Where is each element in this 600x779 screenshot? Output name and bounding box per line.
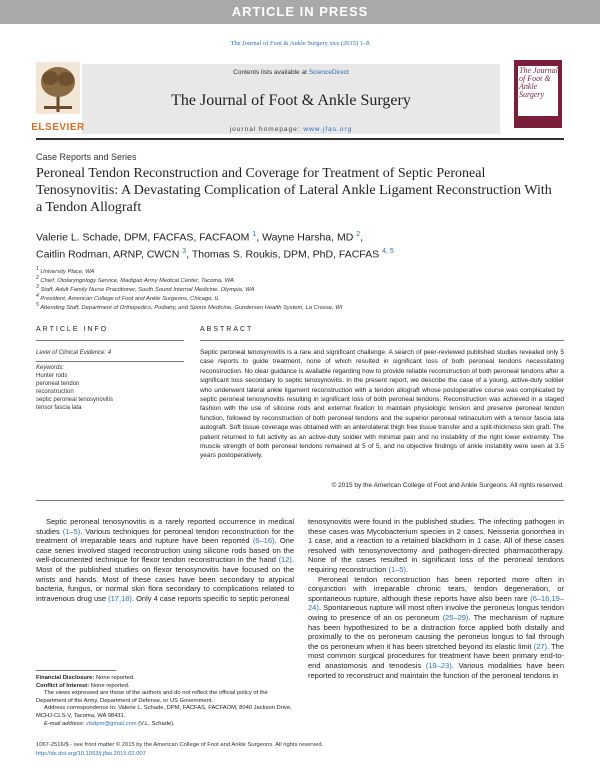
citation-link[interactable]: (19–23) <box>425 660 452 670</box>
journal-cover-title: The Journal of Foot & Ankle Surgery <box>519 66 558 99</box>
article-title: Peroneal Tendon Reconstruction and Coverage for Treatment of Septic Peroneal Tenosynovitis: A Devastating Complication of Lateral Ankle Ligament Reconstruction With a Tendon Allograft <box>36 166 552 215</box>
abstract-end-divider <box>36 500 564 501</box>
citation-link[interactable]: (1–5) <box>62 526 81 536</box>
citation-link[interactable]: (12) <box>278 555 292 565</box>
author-3-affiliation[interactable]: 3 <box>182 247 187 255</box>
doi-link[interactable]: http://dx.doi.org/10.1053/j.jfas.2015.02.007 <box>36 751 146 757</box>
contents-line <box>82 69 500 76</box>
body-column-right <box>308 517 564 680</box>
citation-link[interactable]: (25–29) <box>442 612 469 622</box>
citation-link[interactable]: (6–16) <box>252 536 275 546</box>
email-line: E-mail address: vlsdpm@gmail.com (V.L. Schade). <box>44 720 175 727</box>
author-1-affiliation[interactable]: 1 <box>252 231 257 238</box>
footnote-divider <box>36 670 116 671</box>
author-3: Caitlin Rodman, ARNP, CWCN <box>36 248 180 260</box>
citation-link[interactable]: (6–16,19–24) <box>308 593 564 613</box>
author-2: Wayne Harsha, MD <box>262 231 354 244</box>
keywords-label: Keywords: <box>36 365 65 371</box>
keyword: reconstruction <box>36 389 74 395</box>
author-2-affiliation[interactable]: 2 <box>356 231 361 238</box>
keyword: tensor fascia lata <box>36 405 82 411</box>
abstract-copyright: © 2015 by the American College of Foot and Ankle Surgeons. All rights reserved. <box>331 482 564 489</box>
author-1: Valerie L. Schade, DPM, FACFAS, FACFAOM <box>36 231 250 244</box>
elsevier-tree-logo <box>36 62 80 114</box>
homepage-line <box>82 126 500 133</box>
section-label: Case Reports and Series <box>36 152 137 162</box>
contents-prefix: Contents lists available at <box>233 69 307 76</box>
body-paragraph: tenosynovitis were found in the published studies. The infecting pathogen in these cases was Mycobacterium species in 2 cases, Neisseria gonorrhea in 1 case, and a reaction to a retained blackthorn in 1 case. All of these cases resolved with tenosynovectomy and pathogen-directed pharmacotherapy. None of the cases resulted in significant loss of the peroneal tendons requiring reconstruction (1–5). <box>308 517 564 574</box>
sciencedirect-link[interactable]: ScienceDirect <box>308 69 349 76</box>
body-paragraph: Peroneal tendon reconstruction has been reported more often in conjunction with irreparable chronic tears, tendon degeneration, or spontaneous rupture, although these reports have also been rare (6–16,19–24). Spontaneous rupture will most often involve the peroneus longus tendon owing to presence of an os peroneum (25–29). The mechanism of rupture has been hypothesized to be a distraction force applied both distally and proximally to the os peroneum causing the peroneus longus to fail through the os peroneum when it has been stretched beyond its elastic limit (27). The most common surgical procedures for treatment have been primary end-to-end anastomosis and tenodesis (19–23). Various modalities have been reported to reconstruct and maintain the function of the peroneal tendons in <box>308 574 564 680</box>
author-4: Thomas S. Roukis, DPM, PhD, FACFAS <box>191 248 380 260</box>
body-paragraph: Septic peroneal tenosynovitis is a rarely reported occurrence in medical studies (1–5). Various techniques for peroneal tendon reconstruction for the treatment of irreparable tears and rupture have been reported (6–16). One case series involved staged reconstruction using silicone rods based on the well-documented technique for flexor tendon reconstruction in the hand (12). Most of the published studies on flexor tenosynovitis have focused on the wrists and hands. Most of these cases have been secondary to atypical bacteria, fungus, or normal skin flora secondary to complications related to intravenous drug use (17,18). Only 4 case reports specific to septic peroneal <box>36 517 295 603</box>
author-4-affiliation[interactable]: 4, 5 <box>382 247 394 255</box>
body-column-left <box>36 517 294 603</box>
citation-link[interactable]: (27) <box>533 641 547 651</box>
evidence-level: Level of Clinical Evidence: 4 <box>36 350 112 356</box>
affiliation: $^5$ Attending Staff, Department of Orthopedics, Podiatry, and Sports Medicine, Gundersen Health System, La Crosse, WI <box>36 302 343 311</box>
affiliation: $^3$ Staff, Adult Family Nurse Practitioner, South Sound Internal Medicine, Olympia, WA <box>36 284 255 293</box>
email-link[interactable]: vlsdpm@gmail.com <box>85 720 137 727</box>
abstract-text: Septic peroneal tenosynovitis is a rare and significant challenge. A search of peer-reviewed published studies revealed only 5 case reports to guide treatment, none of which resulted in significant loss of both peroneal tendons necessitating reconstruction. No clear guidance is available regarding how to provide reliable reconstruction of both peroneal tendons after a significant loss secondary to septic tenosynovitis. In the present report, we describe the case of a young, active-duty soldier who underwent lateral ankle ligament reconstruction with a tendon allograft whose postoperative course was complicated by septic peroneal tenosynovitis resulting in significant loss of both peroneal tendons. Reconstruction was achieved in a staged fashion with the use of silicone rods and external fixation to maintain physiologic tension and preserve peroneal tendon function, followed by reconstruction of both peroneal tendons and the superior peroneal retinaculum with a tensor fascia lata autograft. Soft tissue coverage was obtained with an anterolateral thigh free tissue transfer and a split-thickness skin graft. The patient returned to full activity as an active-duty soldier with minimal pain and no instability of the right lower extremity. The muscle strength of both peroneal tendons remained at 5 of 5, and no objective findings of ankle instability were seen at 3.5 years postoperatively. <box>200 349 564 460</box>
views-disclaimer: The views expressed are those of the authors and do not reflect the official policy of the Department of the Army, Department of Defense, or US Government. <box>36 690 268 704</box>
doi-line <box>36 751 564 759</box>
footnotes <box>36 675 294 728</box>
citation-link[interactable]: (17,18) <box>108 593 132 603</box>
homepage-link[interactable]: www.jfas.org <box>303 126 353 133</box>
article-info-divider <box>36 340 184 341</box>
header-divider <box>36 138 564 140</box>
correspondence-address: Address correspondence to: Valerie L. Schade, DPM, FACFAS, FACFAOM, 8040 Jackson Drive, MCHJ-CLS-V, Tacoma, WA 98431. <box>36 705 292 719</box>
article-in-press-banner: ARTICLE IN PRESS <box>0 0 600 24</box>
abstract-heading: ABSTRACT <box>200 326 254 333</box>
author-list: Valerie L. Schade, DPM, FACFAS, FACFAOM $^1$, Wayne Harsha, MD $^2$, Caitlin Rodman, ARNP, CWCN $^3$, Thomas S. Roukis, DPM, PhD, FACFAS $^{4, 5}$ <box>36 231 394 260</box>
issn-line: 1067-2516/$ - see front matter © 2015 by the American College of Foot and Ankle Surgeons. All rights reserved. <box>36 742 324 748</box>
keyword: septic peroneal tenosynovitis <box>36 397 114 403</box>
affiliation: $^1$ University Place, WA <box>36 266 95 275</box>
abstract-divider <box>200 340 564 341</box>
article-info-heading: ARTICLE INFO <box>36 326 109 333</box>
publisher-name: ELSEVIER <box>31 122 85 133</box>
conflict-of-interest: Conflict of Interest: None reported. <box>36 682 130 689</box>
homepage-prefix: journal homepage: <box>229 126 301 133</box>
keyword: Hunter rods <box>36 373 68 379</box>
journal-reference[interactable]: The Journal of Foot & Ankle Surgery xxx (2015) 1–8 <box>230 40 370 47</box>
citation-link[interactable]: (1–5) <box>388 564 406 574</box>
keyword: peroneal tendon <box>36 381 80 387</box>
evidence-divider <box>36 361 184 362</box>
financial-disclosure: Financial Disclosure: None reported. <box>36 675 135 681</box>
journal-title: The Journal of Foot & Ankle Surgery <box>171 92 411 109</box>
affiliation: $^4$ President, American College of Foot and Ankle Surgeons, Chicago, IL <box>36 293 220 302</box>
affiliation: $^2$ Chief, Otolaryngology Service, Madigan Army Medical Center, Tacoma, WA <box>36 275 234 284</box>
